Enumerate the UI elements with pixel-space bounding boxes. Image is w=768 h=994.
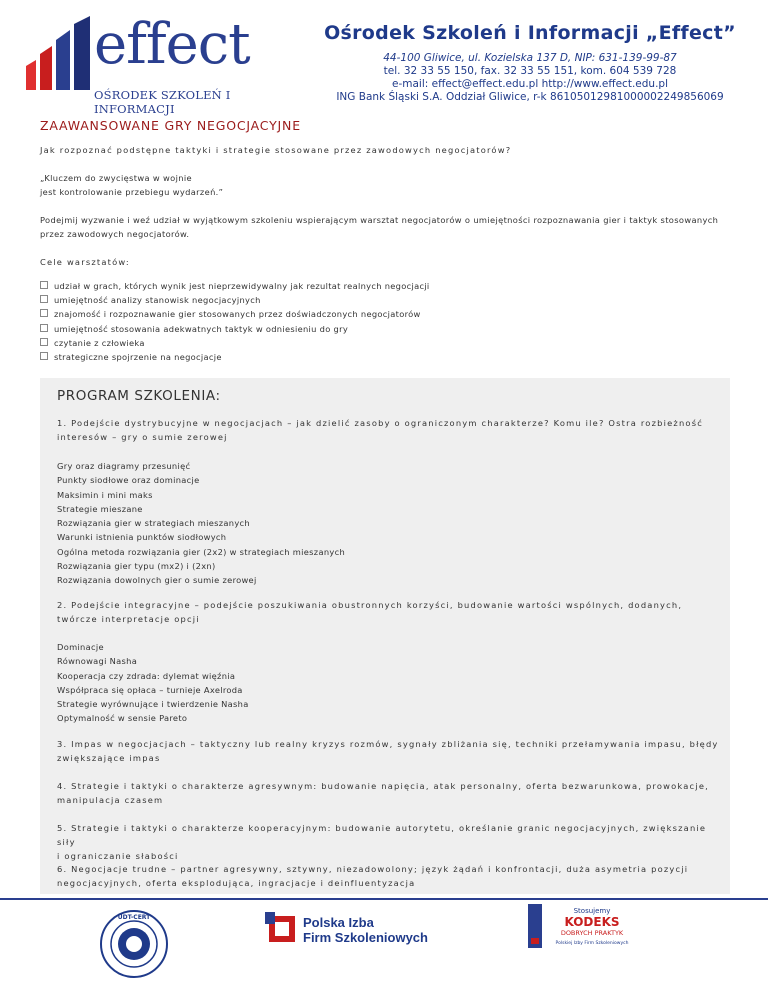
list-item: Warunki istnienia punktów siodłowych	[57, 532, 227, 543]
list-item: Maksimin i mini maks	[57, 489, 153, 500]
list-item: Kooperacja czy zdrada: dylemat więźnia	[57, 670, 236, 681]
intro-section	[40, 118, 730, 364]
list-item: Ogólna metoda rozwiązania gier (2x2) w strategiach mieszanych	[57, 546, 346, 557]
goals-list	[40, 279, 730, 364]
list-item: Rozwiązania gier typu (mx2) i (2xn)	[57, 561, 216, 572]
org-phones: tel. 32 33 55 150, fax. 32 33 55 151, kom. 604 539 728	[383, 65, 677, 77]
kodeks-badge-icon	[528, 904, 642, 948]
udt-cert-seal	[98, 908, 170, 980]
pifs-logo-icon	[265, 912, 443, 946]
intro-paragraph-line-2: przez zawodowych negocjatorów.	[40, 229, 190, 239]
section-3-heading: 3. Impas w negocjacjach – taktyczny lub realny kryzys rozmów, sygnały zbliżania się, techniki przełamywania impasu, błędy zwiększające impas	[57, 739, 719, 763]
checkbox-icon	[40, 338, 48, 346]
list-item: udział w grach, których wynik jest nieprzewidywalny jak rezultat realnych negocjacji	[40, 279, 730, 293]
logo-wordmark: effect	[94, 12, 250, 77]
svg-text:Stosujemy: Stosujemy	[573, 907, 611, 915]
checkbox-icon	[40, 352, 48, 360]
section-4-heading: 4. Strategie i taktyki o charakterze agresywnym: budowanie napięcia, atak personalny, oferta bezwarunkowa, prowokacje, manipulacja czasem	[57, 781, 709, 805]
list-item: czytanie z człowieka	[40, 336, 730, 350]
svg-text:KODEKS: KODEKS	[564, 915, 620, 929]
checkbox-icon	[40, 324, 48, 332]
section-1-items	[57, 459, 717, 588]
list-item: umiejętność stosowania adekwatnych taktyk w odniesieniu do gry	[40, 322, 730, 336]
section-2-items	[57, 640, 717, 726]
section-6-heading: 6. Negocjacje trudne – partner agresywny, sztywny, niezadowolony; język żądań i konfrontacji, duża asymetria pozycji negocjacyjnych, oferta eksplodująca, ingracjacje i deinfluentyzacja	[57, 864, 689, 888]
list-item: Dominacje	[57, 642, 104, 652]
quote-line-1: „Kluczem do zwycięstwa w wojnie	[40, 173, 192, 183]
svg-text:DOBRYCH PRAKTYK: DOBRYCH PRAKTYK	[560, 929, 624, 937]
org-address: 44-100 Gliwice, ul. Kozielska 137 D, NIP: 631-139-99-87	[383, 52, 677, 64]
org-web: e-mail: effect@effect.edu.pl http://www.effect.edu.pl	[392, 78, 668, 90]
list-item: umiejętność analizy stanowisk negocjacyjnych	[40, 293, 730, 307]
kodeks-badge	[528, 904, 642, 948]
org-name: Ośrodek Szkoleń i Informacji „Effect”	[324, 22, 736, 44]
svg-text:Polskiej Izby Firm Szkoleniowy: Polskiej Izby Firm Szkoleniowych	[555, 941, 629, 946]
footer-divider	[0, 898, 768, 900]
intro-paragraph-line-1: Podejmij wyzwanie i weź udział w wyjątkowym szkoleniu wspierającym warsztat negocjatorów o umiejętności rozpoznawania gier i taktyk stosowanych	[40, 215, 719, 225]
checkbox-icon	[40, 295, 48, 303]
svg-text:Firm Szkoleniowych: Firm Szkoleniowych	[303, 930, 428, 945]
org-details	[300, 22, 760, 104]
program-box	[40, 378, 730, 894]
list-item: Strategie wyrównujące i twierdzenie Nasha	[57, 699, 249, 710]
certificate-seal-icon	[98, 908, 170, 980]
list-item: Rozwiązania gier w strategiach mieszanych	[57, 518, 250, 529]
list-item: Strategie mieszane	[57, 503, 143, 514]
letterhead	[0, 0, 768, 116]
program-title: PROGRAM SZKOLENIA:	[57, 388, 221, 404]
pifs-logo	[265, 912, 443, 946]
checkbox-icon	[40, 309, 48, 317]
logo-subtitle: OŚRODEK SZKOLEŃ I INFORMACJI	[94, 88, 231, 116]
quote-line-2: jest kontrolowanie przebiegu wydarzeń.”	[40, 187, 224, 197]
list-item: Równowagi Nasha	[57, 656, 138, 667]
list-item: Punkty siodłowe oraz dominacje	[57, 475, 200, 486]
checkbox-icon	[40, 281, 48, 289]
effect-logo	[24, 12, 294, 116]
section-1-heading: 1. Podejście dystrybucyjne w negocjacjach – jak dzielić zasoby o ograniczonym charakterze? Komu ile? Ostra rozbieżność interesów – gry o sumie zerowej	[57, 418, 703, 442]
list-item: znajomość i rozpoznawanie gier stosowanych przez doświadczonych negocjatorów	[40, 307, 730, 321]
goals-label: Cele warsztatów:	[40, 257, 130, 267]
list-item: Współpraca się opłaca – turnieje Axelroda	[57, 684, 243, 695]
svg-text:Polska Izba: Polska Izba	[303, 915, 374, 930]
list-item: Optymalność w sensie Pareto	[57, 713, 188, 724]
section-5-heading: 5. Strategie i taktyki o charakterze kooperacyjnym: budowanie autorytetu, określanie granic negocjacyjnych, zwiększanie siły i ograniczanie słabości	[57, 823, 707, 861]
section-2-heading: 2. Podejście integracyjne – podejście poszukiwania obustronnych korzyści, budowanie wartości wspólnych, dodanych, twórcze interpretacje opcji	[57, 600, 683, 624]
course-title: ZAAWANSOWANE GRY NEGOCJACYJNE	[40, 118, 301, 133]
lead-question: Jak rozpoznać podstępne taktyki i strategie stosowane przez zawodowych negocjatorów?	[40, 145, 512, 155]
list-item: Gry oraz diagramy przesunięć	[57, 461, 191, 471]
svg-text:UDT-CERT: UDT-CERT	[117, 914, 151, 921]
bar-chart-logo-icon	[24, 16, 94, 90]
org-bank: ING Bank Śląski S.A. Oddział Gliwice, r-k 86105012981000002249856069	[336, 91, 724, 103]
list-item: Rozwiązania dowolnych gier o sumie zerowej	[57, 575, 257, 586]
list-item: strategiczne spojrzenie na negocjacje	[40, 350, 730, 364]
